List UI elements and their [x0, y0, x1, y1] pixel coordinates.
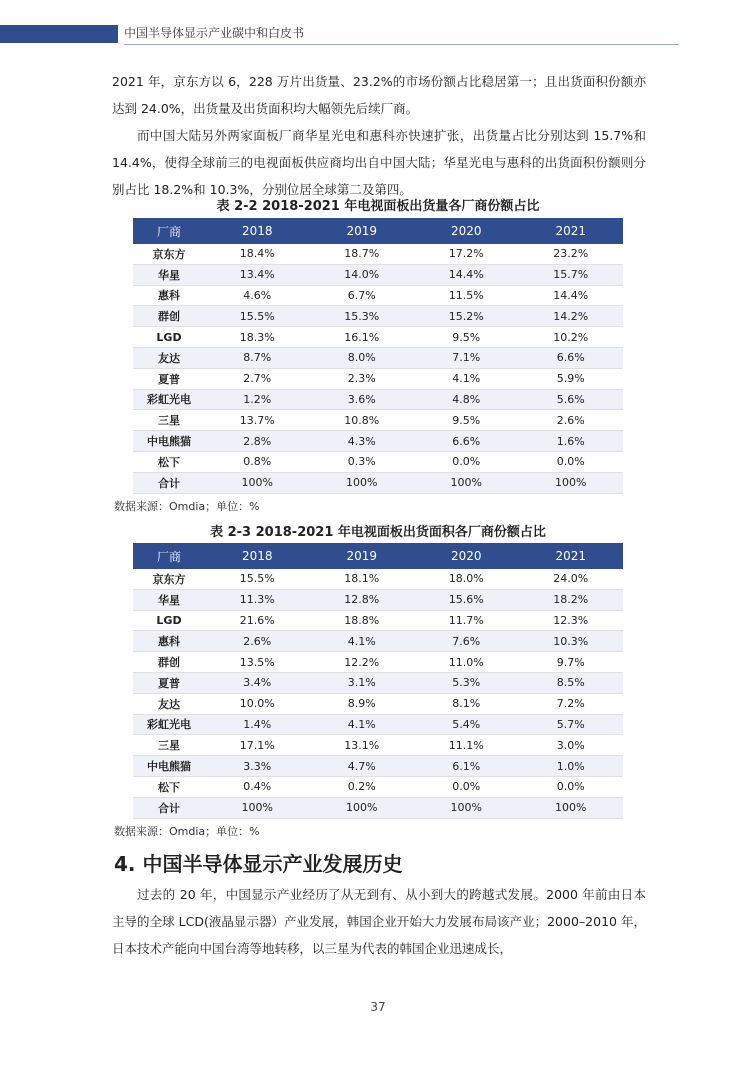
vendor-cell: 京东方: [133, 244, 205, 264]
vendor-cell: 惠科: [133, 631, 205, 652]
share-cell: 11.5%: [414, 285, 519, 306]
share-cell: 23.2%: [519, 244, 624, 264]
share-cell: 16.1%: [310, 327, 415, 348]
share-cell: 12.8%: [310, 589, 415, 610]
table-row: [133, 589, 623, 610]
share-cell: 5.4%: [414, 714, 519, 735]
header-divider: [124, 44, 679, 45]
section-heading: 4. 中国半导体显示产业发展历史: [114, 852, 403, 876]
share-cell: 5.3%: [414, 672, 519, 693]
column-header: 2021: [519, 543, 624, 569]
share-cell: 6.1%: [414, 756, 519, 777]
share-cell: 11.0%: [414, 652, 519, 673]
paragraph-1: 2021 年，京东方以 6，228 万片出货量、23.2%的市场份额占比稳居第一；且出货面积份额亦达到 24.0%，出货量及出货面积均大幅领先后续厂商。: [112, 74, 646, 116]
vendor-cell: LGD: [133, 327, 205, 348]
share-cell: 8.1%: [414, 693, 519, 714]
table-row: [133, 347, 623, 368]
vendor-cell: LGD: [133, 610, 205, 631]
share-cell: 100%: [310, 797, 415, 818]
share-cell: 0.2%: [310, 776, 415, 797]
share-cell: 100%: [414, 472, 519, 493]
share-cell: 21.6%: [205, 610, 310, 631]
share-cell: 18.1%: [310, 569, 415, 589]
share-cell: 100%: [310, 472, 415, 493]
vendor-cell: 合计: [133, 797, 205, 818]
share-cell: 4.1%: [310, 631, 415, 652]
share-cell: 100%: [519, 797, 624, 818]
share-cell: 17.1%: [205, 735, 310, 756]
vendor-cell: 京东方: [133, 569, 205, 589]
table-row: [133, 714, 623, 735]
share-cell: 13.1%: [310, 735, 415, 756]
share-cell: 2.8%: [205, 431, 310, 452]
share-cell: 15.5%: [205, 569, 310, 589]
share-cell: 3.3%: [205, 756, 310, 777]
share-cell: 18.0%: [414, 569, 519, 589]
table-row: [133, 735, 623, 756]
vendor-cell: 夏普: [133, 368, 205, 389]
table-row: [133, 327, 623, 348]
vendor-cell: 群创: [133, 652, 205, 673]
share-cell: 1.4%: [205, 714, 310, 735]
running-header-title: 中国半导体显示产业碳中和白皮书: [124, 26, 305, 40]
table-header-row: [133, 543, 623, 569]
page-number: 37: [370, 1000, 386, 1014]
share-cell: 7.6%: [414, 631, 519, 652]
share-cell: 18.2%: [519, 589, 624, 610]
vendor-cell: 惠科: [133, 285, 205, 306]
share-cell: 100%: [519, 472, 624, 493]
share-cell: 3.1%: [310, 672, 415, 693]
table-row: [133, 631, 623, 652]
share-cell: 5.6%: [519, 389, 624, 410]
share-cell: 13.4%: [205, 264, 310, 285]
share-cell: 14.0%: [310, 264, 415, 285]
table-row: [133, 389, 623, 410]
table-row: [133, 306, 623, 327]
share-cell: 9.5%: [414, 327, 519, 348]
vendor-cell: 中电熊猫: [133, 756, 205, 777]
vendor-cell: 彩虹光电: [133, 389, 205, 410]
share-cell: 4.6%: [205, 285, 310, 306]
column-header: 厂商: [133, 543, 205, 569]
share-cell: 15.6%: [414, 589, 519, 610]
share-cell: 11.1%: [414, 735, 519, 756]
share-cell: 4.1%: [310, 714, 415, 735]
share-cell: 6.6%: [414, 431, 519, 452]
share-cell: 1.0%: [519, 756, 624, 777]
table-row: [133, 451, 623, 472]
share-cell: 15.3%: [310, 306, 415, 327]
share-cell: 2.3%: [310, 368, 415, 389]
share-cell: 18.7%: [310, 244, 415, 264]
share-cell: 9.5%: [414, 410, 519, 431]
share-cell: 0.0%: [519, 451, 624, 472]
table-row: [133, 472, 623, 493]
vendor-cell: 松下: [133, 451, 205, 472]
share-cell: 12.3%: [519, 610, 624, 631]
share-cell: 100%: [205, 472, 310, 493]
table-row: [133, 368, 623, 389]
table-tv-panel-area-share: [133, 543, 623, 819]
share-cell: 14.4%: [414, 264, 519, 285]
share-cell: 3.6%: [310, 389, 415, 410]
share-cell: 15.5%: [205, 306, 310, 327]
share-cell: 15.2%: [414, 306, 519, 327]
vendor-cell: 友达: [133, 693, 205, 714]
share-cell: 8.7%: [205, 347, 310, 368]
share-cell: 0.3%: [310, 451, 415, 472]
table-tv-panel-shipment-share: [133, 218, 623, 494]
share-cell: 0.0%: [414, 776, 519, 797]
column-header: 2018: [205, 543, 310, 569]
share-cell: 4.3%: [310, 431, 415, 452]
share-cell: 9.7%: [519, 652, 624, 673]
vendor-cell: 华星: [133, 264, 205, 285]
table-row: [133, 569, 623, 589]
table-1-caption: 表 2-2 2018-2021 年电视面板出货量各厂商份额占比: [216, 199, 540, 214]
share-cell: 8.5%: [519, 672, 624, 693]
header-accent-bar: [0, 25, 118, 43]
share-cell: 7.2%: [519, 693, 624, 714]
column-header: 2020: [414, 543, 519, 569]
table-1-source: 数据来源：Omdia；单位：%: [114, 500, 260, 513]
share-cell: 3.4%: [205, 672, 310, 693]
share-cell: 13.5%: [205, 652, 310, 673]
share-cell: 2.6%: [205, 631, 310, 652]
vendor-cell: 合计: [133, 472, 205, 493]
vendor-cell: 彩虹光电: [133, 714, 205, 735]
share-cell: 2.7%: [205, 368, 310, 389]
column-header: 2018: [205, 218, 310, 244]
table-row: [133, 410, 623, 431]
share-cell: 1.2%: [205, 389, 310, 410]
share-cell: 3.0%: [519, 735, 624, 756]
table-row: [133, 756, 623, 777]
share-cell: 5.7%: [519, 714, 624, 735]
vendor-cell: 松下: [133, 776, 205, 797]
share-cell: 0.4%: [205, 776, 310, 797]
share-cell: 7.1%: [414, 347, 519, 368]
paragraph-3: 过去的 20 年，中国显示产业经历了从无到有、从小到大的跨越式发展。2000 年前由日本主导的全球 LCD(液晶显示器）产业发展，韩国企业开始大力发展布局该产业；2000–2010 年，日本技术产能向中国台湾等地转移，以三星为代表的韩国企业迅速成长，: [112, 887, 646, 956]
share-cell: 11.7%: [414, 610, 519, 631]
share-cell: 24.0%: [519, 569, 624, 589]
share-cell: 10.2%: [519, 327, 624, 348]
table-row: [133, 285, 623, 306]
table-row: [133, 672, 623, 693]
table-2-source: 数据来源：Omdia；单位：%: [114, 825, 260, 838]
vendor-cell: 三星: [133, 735, 205, 756]
share-cell: 100%: [414, 797, 519, 818]
share-cell: 10.8%: [310, 410, 415, 431]
share-cell: 4.8%: [414, 389, 519, 410]
share-cell: 0.0%: [519, 776, 624, 797]
table-row: [133, 776, 623, 797]
table-2-caption: 表 2-3 2018-2021 年电视面板出货面积各厂商份额占比: [210, 525, 546, 540]
table-row: [133, 797, 623, 818]
table-row: [133, 244, 623, 264]
share-cell: 18.8%: [310, 610, 415, 631]
share-cell: 10.3%: [519, 631, 624, 652]
vendor-cell: 中电熊猫: [133, 431, 205, 452]
share-cell: 8.0%: [310, 347, 415, 368]
share-cell: 13.7%: [205, 410, 310, 431]
table-row: [133, 264, 623, 285]
share-cell: 17.2%: [414, 244, 519, 264]
vendor-cell: 友达: [133, 347, 205, 368]
vendor-cell: 三星: [133, 410, 205, 431]
share-cell: 4.1%: [414, 368, 519, 389]
share-cell: 4.7%: [310, 756, 415, 777]
share-cell: 12.2%: [310, 652, 415, 673]
paragraph-2: 而中国大陆另外两家面板厂商华星光电和惠科亦快速扩张，出货量占比分别达到 15.7%和 14.4%，使得全球前三的电视面板供应商均出自中国大陆；华星光电与惠科的出货面积份额则分别占比 18.2%和 10.3%，分别位居全球第二及第四。: [112, 128, 646, 197]
share-cell: 6.7%: [310, 285, 415, 306]
share-cell: 0.0%: [414, 451, 519, 472]
vendor-cell: 华星: [133, 589, 205, 610]
share-cell: 5.9%: [519, 368, 624, 389]
vendor-cell: 群创: [133, 306, 205, 327]
column-header: 2019: [310, 543, 415, 569]
share-cell: 1.6%: [519, 431, 624, 452]
column-header: 2021: [519, 218, 624, 244]
share-cell: 18.4%: [205, 244, 310, 264]
table-header-row: [133, 218, 623, 244]
share-cell: 0.8%: [205, 451, 310, 472]
share-cell: 15.7%: [519, 264, 624, 285]
column-header: 2020: [414, 218, 519, 244]
share-cell: 2.6%: [519, 410, 624, 431]
share-cell: 10.0%: [205, 693, 310, 714]
column-header: 2019: [310, 218, 415, 244]
table-row: [133, 431, 623, 452]
share-cell: 18.3%: [205, 327, 310, 348]
share-cell: 14.2%: [519, 306, 624, 327]
table-row: [133, 693, 623, 714]
share-cell: 14.4%: [519, 285, 624, 306]
share-cell: 100%: [205, 797, 310, 818]
vendor-cell: 夏普: [133, 672, 205, 693]
column-header: 厂商: [133, 218, 205, 244]
table-row: [133, 652, 623, 673]
share-cell: 8.9%: [310, 693, 415, 714]
table-row: [133, 610, 623, 631]
share-cell: 6.6%: [519, 347, 624, 368]
share-cell: 11.3%: [205, 589, 310, 610]
